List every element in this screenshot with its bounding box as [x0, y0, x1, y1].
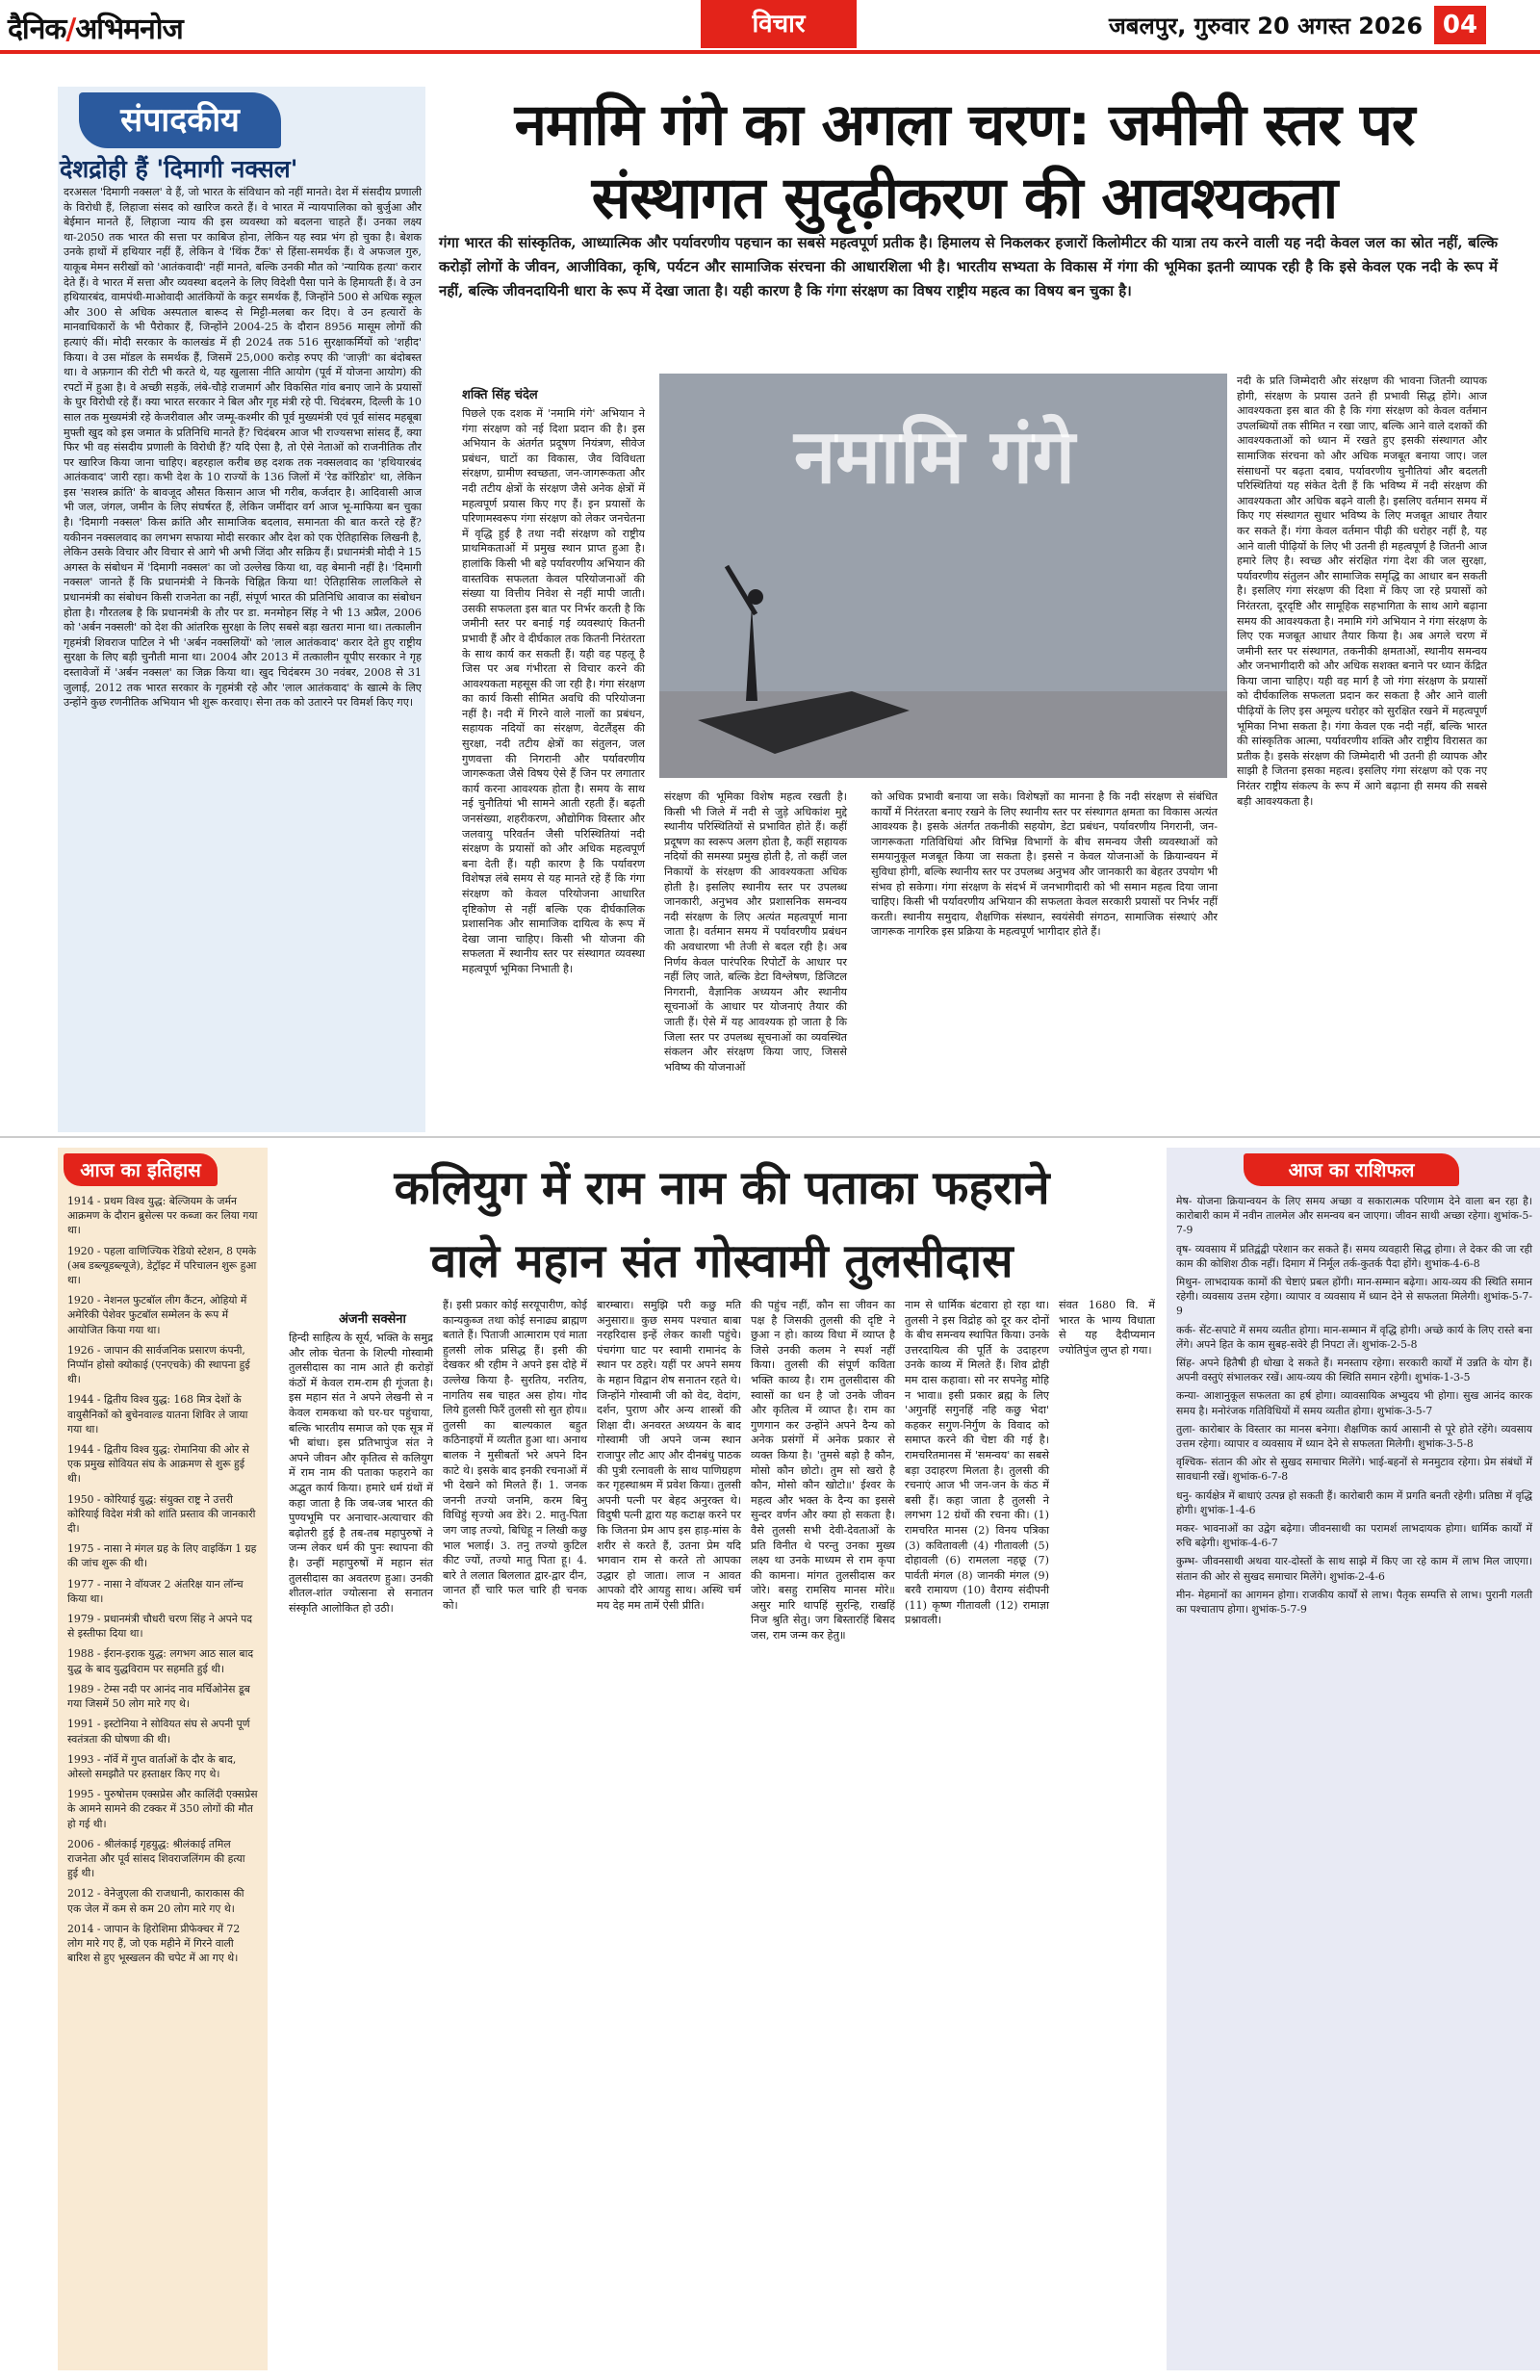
tulsidas-text-6: संवत 1680 वि. में भारत के भाग्य विधाता से यह दैदीप्यमान ज्योतिपुंज लुप्त हो गया। — [1059, 1299, 1155, 1357]
logo-slash: / — [65, 13, 76, 46]
main-text-3: संरक्षण की भूमिका विशेष महत्व रखती है। किसी भी जिले में नदी से जुड़े अधिकांश मुद्दे स्थानीय परिस्थितियों से प्रभावित होते हैं। कहीं प्रदूषण का स्वरूप अलग होता है, कहीं सहायक नदियों की समस्या प्रमुख होती है, तो कहीं जल निकायों के संरक्षण की आवश्यकता अधिक होती है। इसलिए स्थानीय स्तर पर उपलब्ध जानकारी, अनुभव और प्रशासनिक समन्वय नदी संरक्षण के लिए अत्यंत महत्वपूर्ण माना जाता है। वर्तमान समय में पर्यावरणीय प्रबंधन की अवधारणा भी तेजी से बदल रही है। अब निर्णय केवल पारंपरिक रिपोर्टों के आधार पर नहीं लिए जाते, बल्कि डेटा विश्लेषण, डिजिटल निगरानी, वैज्ञानिक अध्ययन और स्थानीय सूचनाओं के आधार पर योजनाएं तैयार की जाती हैं। ऐसे में यह आवश्यक हो जाता है कि जिला स्तर पर उपलब्ध सूचनाओं का व्यवस्थित संकलन और संरक्षण किया जाए, जिससे भविष्य की योजनाओं — [664, 790, 847, 1074]
main-text-6: नदी के प्रति जिम्मेदारी और संरक्षण की भावना जितनी व्यापक होगी, संरक्षण के प्रयास उतने ही प्रभावी सिद्ध होंगे। आज आवश्यकता इस बात की है कि गंगा संरक्षण को केवल वर्तमान उपलब्धियों तक सीमित न रखा जाए, बल्कि आने वाले दशकों की आवश्यकताओं को ध्यान में रखते हुए इसकी संस्थागत और सामाजिक संरचना को और अधिक मजबूत बनाया जाए। जल संसाधनों पर बढ़ता दबाव, पर्यावरणीय चुनौतियां और बदलती परिस्थितियां यह संकेत देती हैं कि भविष्य में नदी संरक्षण की आवश्यकता और अधिक बढ़ने वाली है। इसलिए वर्तमान समय में किए गए संस्थागत सुधार भविष्य के लिए मजबूत आधार तैयार कर सकते हैं। गंगा केवल वर्तमान पीढ़ी की धरोहर नहीं है, यह आने वाली पीढ़ियों के लिए भी उतनी ही महत्वपूर्ण है जितनी आज हमारे लिए है। स्वच्छ और संरक्षित गंगा देश की जल सुरक्षा, पर्यावरणीय संतुलन और सामाजिक समृद्धि का आधार बन सकती है। इसलिए गंगा संरक्षण की दिशा में किए जा रहे प्रयासों को निरंतरता, दूरदृष्टि और सामूहिक सहभागिता के साथ आगे बढ़ाना समय की आवश्यकता है। नमामि गंगे अभियान ने गंगा संरक्षण के लिए एक मजबूत आधार तैयार किया है। अब अगले चरण में जमीनी स्तर पर संस्थागत, तकनीकी क्षमताओं, स्थानीय समन्वय और जनभागीदारी को और अधिक सशक्त बनाने पर ध्यान केंद्रित किया जाना चाहिए। यही वह मार्ग है जो गंगा संरक्षण के प्रयासों को दीर्घकालिक सफलता प्रदान कर सकता है और आने वाली पीढ़ियों के लिए इस अमूल्य धरोहर को सुरक्षित रखने में महत्वपूर्ण भूमिका निभा सकता है। गंगा केवल एक नदी नहीं, बल्कि भारत की सांस्कृतिक आत्मा, पर्यावरणीय शक्ति और राष्ट्रीय विरासत का प्रतीक है। इसके संरक्षण की जिम्मेदारी भी उतनी ही व्यापक और साझी है जितना इसका महत्व। इसलिए गंगा संरक्षण को एक नए निरंतर राष्ट्रीय संकल्प के रूप में आगे बढ़ाना ही समय की सबसे बड़ी आवश्यकता है। — [1237, 375, 1487, 808]
page-number: 04 — [1434, 6, 1486, 44]
history-event: 1944 - द्वितीय विश्व युद्ध: रोमानिया की ओर से एक प्रमुख सोवियत संघ के आक्रमण से शुरू हुई थी। — [67, 1443, 249, 1486]
history-event: 1988 - ईरान-इराक युद्ध: लगभग आठ साल बाद युद्ध के बाद युद्धविराम पर सहमति हुई थी। — [67, 1647, 254, 1675]
history-event: 1991 - इस्टोनिया ने सोवियत संघ से अपनी पूर्ण स्वतंत्रता की घोषणा की थी। — [67, 1718, 250, 1746]
history-event: 1995 - पुरुषोत्तम एक्सप्रेस और कालिंदी एक्सप्रेस के आमने सामने की टक्कर में 350 लोगों की मौत हो गई थी। — [67, 1788, 258, 1830]
history-event: 1979 - प्रधानमंत्री चौधरी चरण सिंह ने अपने पद से इस्तीफा दिया था। — [67, 1613, 253, 1641]
tulsidas-column-5 — [905, 1298, 1049, 1632]
section-tab: विचार — [701, 0, 857, 48]
main-author: शक्ति सिंह चंदेल — [462, 388, 538, 402]
rashifal-item: सिंह- अपने हितैषी ही धोखा दे सकते हैं। मनस्ताप रहेगा। सरकारी कार्यों में उन्नति के योग हैं। अपनी वस्तुएं संभालकर रखें। आय-व्यय की स्थिति समान रहेगी। शुभांक-1-3-5 — [1176, 1357, 1532, 1384]
tulsidas-author: अंजनी सक्सेना — [339, 1312, 406, 1327]
main-text-1: पिछले एक दशक में 'नमामि गंगे' अभियान ने गंगा संरक्षण को नई दिशा प्रदान की है। इस अभियान के अंतर्गत प्रदूषण नियंत्रण, सीवेज प्रबंधन, घाटों का विकास, जैव विविधता संरक्षण, ग्रामीण स्वच्छता, जन-जागरूकता और नदी तटीय क्षेत्रों के संरक्षण जैसे अनेक क्षेत्रों में महत्वपूर्ण प्रयास किए गए हैं। इन प्रयासों के परिणामस्वरूप गंगा संरक्षण को लेकर जनचेतना में वृद्धि हुई है तथा नदी संरक्षण को राष्ट्रीय प्राथमिकताओं में प्रमुख स्थान प्राप्त हुआ है। हालांकि किसी भी बड़े पर्यावरणीय अभियान की वास्तविक सफलता केवल परियोजनाओं की संख्या या वित्तीय निवेश से नहीं मापी जाती। उसकी सफलता इस बात पर निर्भर करती है कि जमीनी स्तर पर बनाई गई व्यवस्थाएं कितनी प्रभावी हैं और वे दीर्घकाल तक कितनी निरंतरता के साथ कार्य कर सकती हैं। यही वह पहलू है जिस पर अब गंभीरता से विचार करने की आवश्यकता महसूस की जा रही है। गंगा संरक्षण का कार्य किसी सीमित अवधि की परियोजना नहीं है। नदी में गिरने वाले नालों का प्रबंधन, सहायक नदियों का संरक्षण, वेटलैंड्स की सुरक्षा, नदी तटीय क्षेत्रों का संतुलन, जल गुणवत्ता की निगरानी और पर्यावरणीय जागरूकता जैसे विषय ऐसे हैं जिन पर लगातार कार्य करना आवश्यक होता है। समय के साथ नई चुनौतियां भी सामने आती रहती हैं। बढ़ती जनसंख्या, शहरीकरण, औद्योगिक विस्तार और जलवायु परिवर्तन जैसी परिस्थितियां नदी संरक्षण के प्रयासों को और अधिक महत्वपूर्ण बना देती हैं। यही कारण है कि पर्यावरण विशेषज्ञ लंबे समय से यह मानते रहे हैं कि गंगा संरक्षण को केवल परियोजना आधारित दृष्टिकोण से नहीं बल्कि एक दीर्घकालिक प्रशासनिक और सामाजिक दायित्व के रूप में देखा जाना चाहिए। किसी भी योजना की सफलता में स्थानीय स्तर पर संस्थागत व्यवस्था महत्वपूर्ण भूमिका निभाती है। — [462, 407, 645, 975]
tulsidas-text-4: की पहुंच नहीं, कौन सा जीवन का पक्ष है जिसकी तुलसी की दृष्टि ने छुआ न हो। काव्य विधा में व्याप्त है जिसे उनकी कलम ने स्पर्श नहीं किया। तुलसी की संपूर्ण कविता भक्ति काव्य है। राम तुलसीदास की स्वासों का धन है जो उनके जीवन और कृतित्व में व्याप्त है। राम का गुणगान कर उन्होंने अपने दैन्य को अनेक प्रसंगों में अनेक प्रकार से व्यक्त किया है। 'तुमसे बड़ो है कौन, मोसो कौन छोटो। तुम सो खरो है कौन, मोसो कौन खोटो॥' ईश्वर के महत्व और भक्त के दैन्य का इससे सुन्दर वर्णन और क्या हो सकता है। वैसे तुलसी सभी देवी-देवताओं के प्रति विनीत थे परन्तु उनका मुख्य लक्ष्य था उनके माध्यम से राम कृपा की कामना। मांगत तुलसीदास कर जोरे। बसहु रामसिय मानस मोरे॥ असुर मारि थापहिं सुरन्हि, राखहिं निज श्रुति सेतु। जग बिस्तारहिं बिसद जस, राम जन्म कर हेतु॥ — [751, 1299, 895, 1643]
main-column-1 — [462, 406, 645, 981]
main-column-4 — [871, 789, 1218, 944]
tulsidas-column-1 — [289, 1331, 433, 1619]
tulsidas-text-5: नाम से धार्मिक बंटवारा हो रहा था। तुलसी ने इस विद्रोह को दूर कर दोनों के बीच समन्वय स्थापित किया। उनके उत्तरदायित्व की पूर्ति के उदाहरण उनके काव्य में मिलते हैं। शिव द्रोही मम दास कहावा। सो नर सपनेहु मोहि न भावा॥ इसी प्रकार ब्रह्म के लिए 'अगुनहिं सगुनहिं नहि कछु भेदा' कहकर सगुण-निर्गुण के विवाद को समाप्त करने की चेष्टा की गई है। रामचरितमानस में 'समन्वय' का सबसे बड़ा उदाहरण मिलता है। तुलसी की रचनाएं आज भी जन-जन के कंठ में बसी हैं। कहा जाता है तुलसी ने लगभग 12 ग्रंथों की रचना की। (1) रामचरित मानस (2) विनय पत्रिका (3) कवितावली (4) गीतावली (5) दोहावली (6) रामलला नहछू (7) पार्वती मंगल (8) जानकी मंगल (9) बरवै रामायण (10) वैराग्य संदीपनी (11) कृष्ण गीतावली (12) रामाज्ञा प्रश्नावली। — [905, 1299, 1049, 1627]
header-rule — [0, 50, 1540, 54]
history-event: 1944 - द्वितीय विश्व युद्ध: 168 मित्र देशों के वायुसैनिकों को बुचेनवाल्ड यातना शिविर ले जाया गया था। — [67, 1393, 248, 1436]
rashifal-item: वृष- व्यवसाय में प्रतिद्वंद्वी परेशान कर सकते हैं। समय व्यवहारी सिद्ध होगा। ले देकर की जा रही काम की कोशिश ठीक नहीं। दिमाग में निर्मूल तर्क-कुतर्क पैदा होंगे। शुभांक-4-6-8 — [1176, 1242, 1532, 1270]
tulsidas-column-3 — [597, 1298, 741, 1617]
section-divider — [0, 1136, 1540, 1138]
rashifal-item: तुला- कारोबार के विस्तार का मानस बनेगा। शैक्षणिक कार्य आसानी से पूरे होते रहेंगे। व्यवसाय उत्तम रहेगा। व्यापार व व्यवसाय में ध्यान देने से सफलता मिलेगी। शुभांक-3-5-8 — [1176, 1422, 1532, 1451]
history-event: 1926 - जापान की सार्वजनिक प्रसारण कंपनी, निप्पॉन होसो क्योकाई (एनएचके) की स्थापना हुई थी। — [67, 1343, 250, 1386]
tulsidas-column-6 — [1059, 1298, 1155, 1361]
history-event: 1993 - नॉर्वे में गुप्त वार्ताओं के दौर के बाद, ओस्लो समझौते पर हस्ताक्षर किए गए थे। — [67, 1752, 237, 1780]
rashifal-item: मकर- भावनाओं का उद्वेग बढ़ेगा। जीवनसाथी का परामर्श लाभदायक होगा। धार्मिक कार्यों में रुचि बढ़ेगी। शुभांक-4-6-7 — [1176, 1522, 1532, 1550]
history-event: 2006 - श्रीलंकाई गृहयुद्ध: श्रीलंकाई तमिल राजनेता और पूर्व सांसद शिवराजलिंगम की हत्या हुई थी। — [67, 1837, 245, 1880]
tulsidas-text-3: बारम्बारा। समुझि परी कछु मति अनुसारा॥ कुछ समय पश्चात बाबा नरहरिदास इन्हें लेकर काशी पहुंचे। पंचगंगा घाट पर स्वामी रामानंद के स्थान पर ठहरे। यहीं पर अपने समय के महान विद्वान शेष सनातन रहते थे। जिन्होंने गोस्वामी जी को वेद, वेदांग, दर्शन, पुराण और अन्य शास्त्रों की शिक्षा दी। अनवरत अध्ययन के बाद गोस्वामी जी अपने जन्म स्थान राजापुर लौट आए और दीनबंधु पाठक की पुत्री रत्नावली के साथ पाणिग्रहण कर गृहस्थाश्रम में प्रवेश किया। तुलसी अपनी पत्नी पर बेहद अनुरक्त थे। विदुषी पत्नी द्वारा यह कटाक्ष करने पर कि जितना प्रेम आप इस हाड़-मांस के शरीर से करते हैं, उतना प्रेम यदि भगवान राम से करते तो आपका उद्धार हो जाता। लाज न आवत आपको दौरे आयहु साथ। अस्थि चर्म मय देह मम तामें ऐसी प्रीति। — [597, 1299, 741, 1612]
main-column-6 — [1237, 374, 1487, 813]
logo-part1: दैनिक — [8, 13, 66, 46]
history-event: 1950 - कोरियाई युद्ध: संयुक्त राष्ट्र ने उत्तरी कोरियाई विदेश मंत्री को शांति प्रस्ताव की जानकारी दी। — [67, 1492, 256, 1536]
history-event: 1920 - नेशनल फुटबॉल लीग कैंटन, ओहियो में अमेरिकी पेशेवर फुटबॉल सम्मेलन के रूप में आयोजित किया गया था। — [67, 1294, 247, 1336]
rashifal-tag: आज का राशिफल — [1244, 1153, 1459, 1186]
rashifal-item: कन्या- आशानुकूल सफलता का हर्ष होगा। व्यावसायिक अभ्युदय भी होगा। सुख आनंद कारक समय है। मनोरंजक गतिविधियों में समय व्यतीत होगा। शुभांक-3-5-7 — [1176, 1389, 1532, 1417]
logo-part2: अभिमनोज — [75, 13, 183, 46]
main-headline-line2: संस्थागत सुदृढ़ीकरण की आवश्यकता — [591, 165, 1338, 232]
main-text-4: को अधिक प्रभावी बनाया जा सके। विशेषज्ञों का मानना है कि नदी संरक्षण से संबंधित कार्यों में निरंतरता बनाए रखने के लिए स्थानीय स्तर पर संस्थागत क्षमता का विकास अत्यंत आवश्यक है। इसके अंतर्गत तकनीकी सहयोग, डेटा प्रबंधन, पर्यावरणीय निगरानी, जन-जागरूकता गतिविधियां और विभिन्न विभागों के बीच समन्वय जैसी व्यवस्थाओं को समयानुकूल मजबूत किया जा सकता है। इससे न केवल योजनाओं के क्रियान्वयन में सुविधा होगी, बल्कि स्थानीय स्तर पर उपलब्ध अनुभव और जानकारी का बेहतर उपयोग भी संभव हो सकेगा। गंगा संरक्षण के संदर्भ में जनभागीदारी को भी समान महत्व दिया जाना चाहिए। किसी भी पर्यावरणीय अभियान की सफलता केवल सरकारी प्रयासों पर निर्भर नहीं करती। स्थानीय समुदाय, शैक्षणिक संस्थान, स्वयंसेवी संगठन, सामाजिक संस्थाएं और जागरूक नागरिक इस प्रक्रिया के महत्वपूर्ण भागीदार होते हैं। — [871, 790, 1218, 939]
rashifal-item: वृश्चिक- संतान की ओर से सुखद समाचार मिलेंगे। भाई-बहनों से मनमुटाव रहेगा। प्रेम संबंधों में सावधानी रखें। शुभांक-6-7-8 — [1176, 1456, 1532, 1484]
tulsidas-text-2: हैं। इसी प्रकार कोई सरयूपारीण, कोई कान्यकुब्ज तथा कोई सनाढ्य ब्राह्मण बताते हैं। पिताजी आत्माराम एवं माता हुलसी लोक प्रसिद्ध हैं। इसी की देखकर श्री रहीम ने अपने इस दोहे में उल्लेख किया है- सुरतिय, नरतिय, नागतिय सब चाहत अस होय। गोद लिये हुलसी फिरैं तुलसी सो सुत होय॥ तुलसी का बाल्यकाल बहुत कठिनाइयों में व्यतीत हुआ था। अनाथ बालक ने मुसीबतों भरे अपने दिन काटे थे। इसके बाद इनकी रचनाओं में भी देखने को मिलते हैं। 1. जनक जननी तज्यो जनमि, करम बिनु विधिहुं सृज्यो अव डेरे। 2. मातु-पिता जग जाइ तज्यो, बिधिहू न लिखी कछु भाल भलाई। 3. तनु तज्यो कुटिल कीट ज्यों, तज्यो मातु पिता हू। 4. बारे ते ललात बिललात द्वार-द्वार दीन, जानत हौं चारि फल चारि ही चनक को। — [443, 1299, 587, 1612]
main-headline — [435, 89, 1494, 235]
editorial-body — [64, 185, 422, 714]
main-headline-line1: नमामि गंगे का अगला चरण: जमीनी स्तर पर — [514, 91, 1415, 159]
newspaper-logo — [8, 8, 183, 47]
main-column-3 — [664, 789, 847, 1078]
tulsidas-headline-line2: वाले महान संत गोस्वामी तुलसीदास — [430, 1234, 1014, 1288]
history-event: 1914 - प्रथम विश्व युद्ध: बेल्जियम के जर्मन आक्रमण के दौरान ब्रुसेल्स पर कब्जा कर लिया गया था। — [67, 1195, 258, 1237]
history-event: 1989 - टेम्स नदी पर आनंद नाव मर्चिओनेस डूब गया जिसमें 50 लोग मारे गए थे। — [67, 1682, 250, 1711]
history-list — [67, 1194, 258, 1971]
rashifal-item: मेष- योजना क्रियान्वयन के लिए समय अच्छा व सकारात्मक परिणाम देने वाला बन रहा है। कारोबारी काम में नवीन तालमेल और समन्वय बन जाएगा। जीवन साथी अच्छा रहेगा। शुभांक-5-7-9 — [1176, 1195, 1532, 1237]
tulsidas-column-2 — [443, 1298, 587, 1617]
history-event: 1975 - नासा ने मंगल ग्रह के लिए वाइकिंग 1 ग्रह की जांच शुरू की थी। — [67, 1542, 257, 1570]
rashifal-item: धनु- कार्यक्षेत्र में बाधाएं उत्पन्न हो सकती हैं। कारोबारी काम में प्रगति बनती रहेगी। प्रतिष्ठा में वृद्धि होगी। शुभांक-1-4-6 — [1176, 1488, 1532, 1516]
tulsidas-headline-line1: कलियुग में राम नाम की पताका फहराने — [394, 1161, 1050, 1215]
photo-caption: नमामि गंगे — [794, 413, 1075, 501]
main-deck: गंगा भारत की सांस्कृतिक, आध्यात्मिक और पर्यावरणीय पहचान का सबसे महत्वपूर्ण प्रतीक है। हिमालय से निकलकर हजारों किलोमीटर की यात्रा तय करने वाली यह नदी केवल जल का स्रोत नहीं, बल्कि करोड़ों लोगों के जीवन, आजीविका, कृषि, पर्यटन और सामाजिक संरचना की आधारशिला भी है। भारतीय सभ्यता के विकास में गंगा की भूमिका इतनी व्यापक रही है कि इसे केवल एक नदी के रूप में नहीं, बल्कि जीवनदायिनी धारा के रूप में देखा जाता है। यही कारण है कि गंगा संरक्षण का विषय राष्ट्रीय महत्व का विषय बन चुका है। — [439, 234, 1498, 299]
history-event: 2014 - जापान के हिरोशिमा प्रीफेक्चर में 72 लोग मारे गए हैं, जो एक महीने में गिरने वाली बारिश से हुए भूस्खलन की चपेट में आ गए थे। — [67, 1922, 241, 1965]
history-event: 1977 - नासा ने वॉयजर 2 अंतरिक्ष यान लॉन्च किया था। — [67, 1577, 244, 1605]
history-tag: आज का इतिहास — [64, 1153, 218, 1186]
rashifal-item: मीन- मेहमानों का आगमन होगा। राजकीय कार्यों से लाभ। पैतृक सम्पत्ति से लाभ। पुरानी गलती का पश्चाताप होगा। शुभांक-5-7-9 — [1176, 1588, 1532, 1617]
tulsidas-text-1: हिन्दी साहित्य के सूर्य, भक्ति के समुद्र और लोक चेतना के शिल्पी गोस्वामी तुलसीदास का नाम आते ही करोड़ों कंठों में केवल राम-राम ही गूंजता है। इस महान संत ने अपने लेखनी से न केवल रामकथा को घर-घर पहुंचाया, बल्कि भारतीय समाज को एक सूत्र में भी बांधा। इस प्रतिभापुंज संत ने अपने जीवन और कृतित्व से कलियुग में राम नाम की पताका फहराने का अद्भुत कार्य किया। हमारे धर्म ग्रंथों में कहा जाता है कि जब-जब भारत की पुण्यभूमि पर अनाचार-अत्याचार की बढ़ोतरी हुई है तब-तब महापुरुषों ने जन्म लेकर धर्म की पुनः स्थापना की है। उन्हीं महापुरुषों में महान संत तुलसीदास का अवतरण हुआ। उनकी शीतल-शांत ज्योत्सना से सनातन संस्कृति आलोकित हो उठी। — [289, 1332, 433, 1615]
history-event: 1920 - पहला वाणिज्यिक रेडियो स्टेशन, 8 एमके (अब डब्ल्यूडब्ल्यूजे), डेट्रॉइट में परिचालन शुरू हुआ था। — [67, 1244, 257, 1287]
rashifal-item: मिथुन- लाभदायक कामों की चेष्टाएं प्रबल होंगी। मान-सम्मान बढ़ेगा। आय-व्यय की स्थिति समान रहेगी। व्यवसाय उत्तम रहेगा। व्यापार व व्यवसाय में ध्यान देने से सफलता मिलेगी। शुभांक-5-7-9 — [1176, 1276, 1532, 1318]
dateline: जबलपुर, गुरुवार 20 अगस्त 2026 — [1109, 13, 1424, 39]
editorial-tag: संपादकीय — [79, 92, 281, 148]
rashifal-item: कुम्भ- जीवनसाथी अथवा यार-दोस्तों के साथ साझे में किए जा रहे काम में लाभ मिल जाएगा। संतान की ओर से सुखद समाचार मिलेंगे। शुभांक-2-4-6 — [1176, 1555, 1532, 1583]
history-event: 2012 - वेनेजुएला की राजधानी, काराकास की एक जेल में कम से कम 20 लोग मारे गए थे। — [67, 1887, 244, 1915]
rashifal-item: कर्क- सेंट-सपाटे में समय व्यतीत होगा। मान-सम्मान में वृद्धि होगी। अच्छे कार्य के लिए रास्ते बना लेंगे। अपने हित के काम सुबह-सवेरे ही निपटा लें। शुभांक-2-5-8 — [1176, 1323, 1532, 1351]
editorial-text: दरअसल 'दिमागी नक्सल' वे हैं, जो भारत के संविधान को नहीं मानते। देश में संसदीय प्रणाली के विरोधी हैं, लिहाजा संसद को खारिज करते हैं। वे भारत में न्यायपालिका को बुर्जुआ और बेईमान मानते हैं, लिहाजा न्याय की इस व्यवस्था को बदलना चाहते हैं। उनका लक्ष्य था-2050 तक भारत की सत्ता पर काबिज होना, लेकिन यह स्वप्न भंग हो चुका है। बेशक उनके हाथों में हथियार नहीं हैं, लेकिन वे 'थिंक टैंक' से हिंसा-समर्थक हैं। वे अफजल गुरु, याकूब मेमन सरीखों को 'आतंकवादी' नहीं मानते, बल्कि उनकी मौत को 'न्यायिक हत्या' करार देते हैं। वे भारत में सत्ता और व्यवस्था बदलने के लिए विदेशी पैसा पाने के हिमायती हैं। वे उन हथियारबंद, वामपंथी-माओवादी आतंकियों के कट्टर समर्थक हैं, जिन्होंने 500 से अधिक स्कूल और 300 से अधिक अस्पताल बारूद से मिट्टी-मलबा कर दिए। वे उन हत्यारों के मानवाधिकारों के भी पैरोकार हैं, जिन्होंने 2004-25 के दौरान 8956 मासूम लोगों की हत्याएं कीं। मोदी सरकार के कालखंड में ही 2024 तक 516 सुरक्षाकर्मियों को 'शहीद' किया। वे उस मॉडल के समर्थक हैं, जिसमें 25,000 करोड़ रुपए की 'जाज़ी' का बंदोबस्त था। वे अफ़गान की रोटी भी करते थे, यह खुलासा नीति आयोग (पूर्व में योजना आयोग) की रपटों में हुआ है। वे अच्छी सड़कें, लंबे-चौड़े राजमार्ग और विकसित गांव बनाए जाने के प्रयासों के घुर विरोधी रहे हैं। क्या भारत सरकार ने बिल और गृह मंत्री रहे पी. चिदंबरम, दिल्ली के 10 साल तक मुख्यमंत्री रहे केजरीवाल और जम्मू-कश्मीर की पूर्व मुख्यमंत्री एवं पूर्व सांसद महबूबा मुफ्ती खुद को इस जमात के प्रतिनिधि मानते हैं? चिदंबरम आज भी राज्यसभा सांसद हैं, क्या फिर भी वह संसदीय प्रणाली के विरोधी हैं? यदि ऐसा है, तो ऐसे नेताओं को राजनीतिक तौर पर खारिज किया जाना चाहिए। बहरहाल करीब छह दशक तक नक्सलवाद का 'हथियारबंद आतंकवाद' जारी रहा। कभी देश के 10 राज्यों के 136 जिलों में 'रेड कॉरिडोर' था, लेकिन इस 'सशस्त्र क्रांति' के बावजूद औसत किसान आज भी गरीब, कर्जदार है। आदिवासी आज भी जल, जंगल, जमीन के लिए संघर्षरत हैं, लेकिन जमींदार वर्ग आज भू-माफिया बन चुका है। 'दिमागी नक्सल' किस क्रांति और सामाजिक बदलाव, समानता की बात करते रहे हैं? यकीनन नक्सलवाद का लगभग सफाया मोदी सरकार और देश को एक ऐतिहासिक लिखनी है, लेकिन उसके विचार और विचार से आगे भी अभी जिंदा और सक्रिय हैं। प्रधानमंत्री मोदी ने 15 अगस्त के संबोधन में 'दिमागी नक्सल' का जो उल्लेख किया था, वह बेमानी नहीं है। 'दिमागी नक्सल' जानते हैं कि प्रधानमंत्री ने किनके चिह्नित किया था! ऐतिहासिक लालकिले से प्रधानमंत्री का संबोधन किसी राजनेता का नहीं, संपूर्ण भारत की प्रतिनिधि आवाज का संबोधन होता है। गौरतलब है कि प्रधानमंत्री के तौर पर डा. मनमोहन सिंह ने भी 13 अप्रैल, 2006 को 'अर्बन नक्सली' को देश की आंतरिक सुरक्षा के लिए सबसे बड़ा खतरा माना था। तत्कालीन गृहमंत्री शिवराज पाटिल ने भी 'अर्बन नक्सलियों' को 'लाल आतंकवाद' करार देते हुए राष्ट्रीय सुरक्षा के लिए बड़ी चुनौती माना था। 2004 और 2013 में तत्कालीन यूपीए सरकार ने गृह दस्तावेजों में 'अर्बन नक्सल' का जिक्र किया था। खुद चिदंबरम 30 नवंबर, 2008 से 31 जुलाई, 2012 तक भारत सरकार के गृहमंत्री रहे और 'लाल आतंकवाद' के खात्मे के लिए उन्होंने कुछ रणनीतिक अभियान भी शुरू करवाए। सेना तक को उतारने पर विमर्श किए गए। — [64, 186, 423, 710]
tulsidas-column-4 — [751, 1298, 895, 1647]
namami-gange-photo — [659, 374, 1227, 778]
rashifal-list — [1176, 1194, 1532, 1620]
tulsidas-headline — [279, 1151, 1165, 1298]
editorial-title: देशद्रोही हैं 'दिमागी नक्सल' — [60, 155, 298, 183]
